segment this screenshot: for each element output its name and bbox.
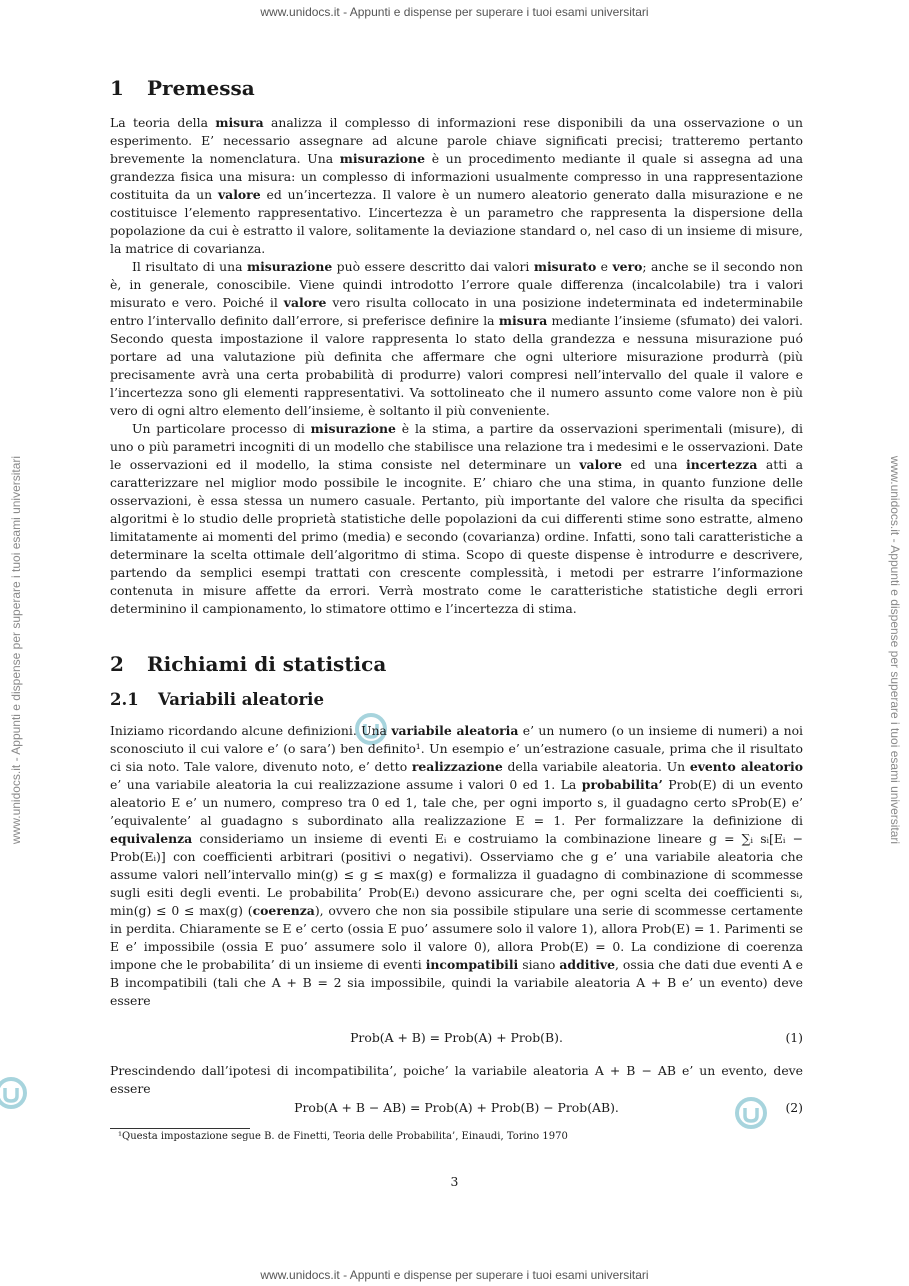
- subsection-2-1-body: [110, 722, 803, 1010]
- subsection-2-1-body-continued: [110, 1062, 803, 1098]
- section-2: [110, 652, 803, 676]
- paragraph: La teoria della misura analizza il complesso di informazioni rese disponibili da una osservazione o un esperimento. E’ necessario assegnare ad alcune parole chiave significati precisi; tratteremo pertanto brevemente la nomenclatura. Una misurazione è un procedimento mediante il quale si assegna ad una grandezza fisica una misura: un complesso di informazioni usualmente compresso in una rappresentazione costituita da un valore ed un’incertezza. Il valore è un numero aleatorio generato dalla misurazione e ne costituisce l’elemento rappresentativo. L’incertezza è un parametro che rappresenta la dispersione della popolazione da cui è estratto il valore, solitamente la deviazione standard o, nel caso di un insieme di misure, la matrice di covarianza.: [110, 115, 804, 256]
- subsection-number: 2.1: [110, 690, 139, 709]
- equation-formula: Prob(A + B − AB) = Prob(A) + Prob(B) − Prob(AB).: [294, 1100, 619, 1115]
- paragraph: Un particolare processo di misurazione è la stima, a partire da osservazioni sperimentali (misure), di uno o più parametri incogniti di un modello che stabilisce una relazione tra i medesimi e le osservazioni. Date le osservazioni ed il modello, la stima consiste nel determinare un valore ed una incertezza atti a caratterizzare nel miglior modo possibile le incognite. E’ chiaro che una stima, in quanto funzione delle osservazioni, è essa stessa un numero casuale. Pertanto, più importante del valore che risulta da specifici algoritmi è lo studio delle proprietà statistiche delle popolazioni da cui differenti stime sono estratte, almeno limitatamente ai momenti del primo (media) e secondo (covarianza) ordine. Infatti, sono tali caratteristiche a determinare la scelta ottimale dell’algoritmo di stima. Scopo di queste dispense è introdurre e descrivere, partendo da semplici esempi trattati con crescente complessità, i metodi per estrarre l’informazione contenuta in misure affette da errori. Verrà mostrato come le caratteristiche statistiche degli errori determinino il campionamento, lo stimatore ottimo e l’incertezza di stima.: [110, 421, 803, 616]
- watermark-side-left: www.unidocs.it - Appunti e dispense per superare i tuoi esami universitari: [9, 455, 23, 845]
- section-number: 1: [110, 76, 124, 100]
- watermark-banner-bottom[interactable]: www.unidocs.it - Appunti e dispense per superare i tuoi esami universitari: [260, 1268, 649, 1282]
- paragraph: Iniziamo ricordando alcune definizioni. Una variabile aleatoria e’ un numero (o un insieme di numeri) a noi sconosciuto il cui valore e’ (o sara’) ben definito¹. Un esempio e’ un’estrazione casuale, prima che il risultato ci sia noto. Tale valore, divenuto noto, e’ detto realizzazione della variabile aleatoria. Un evento aleatorio e’ una variabile aleatoria la cui realizzazione assume i valori 0 ed 1. La probabilita’ Prob(E) di un evento aleatorio E e’ un numero, compreso tra 0 ed 1, tale che, per ogni importo s, il guadagno certo sProb(E) e’ ’equivalente’ al guadagno s subordinato alla realizzazione E = 1. Per formalizzare la definizione di equivalenza consideriamo un insieme di eventi Eᵢ e costruiamo la combinazione lineare g = ∑ᵢ sᵢ[Eᵢ − Prob(Eᵢ)] con coefficienti arbitrari (positivi o negativi). Osserviamo che g e’ una variabile aleatoria che assume valori nell’intervallo min(g) ≤ g ≤ max(g) e formalizza il guadagno di combinazione di scommesse sugli esiti degli eventi. Le probabilita’ Prob(Eᵢ) devono assicurare che, per ogni scelta dei coefficienti sᵢ, min(g) ≤ 0 ≤ max(g) (coerenza), ovvero che non sia possibile stipulare una serie di scommesse certamente in perdita. Chiaramente se E e’ certo (ossia E puo’ assumere solo il valore 1), allora Prob(E) = 1. Parimenti se E e’ impossibile (ossia E puo’ assumere solo il valore 0), allora Prob(E) = 0. La condizione di coerenza impone che le probabilita’ di un insieme di eventi incompatibili siano additive, ossia che dati due eventi A e B incompatibili (tali che A + B = 2 sia impossibile, quindi la variabile aleatoria A + B e’ un evento) deve essere: [110, 723, 803, 1008]
- section-1: [110, 76, 803, 100]
- subsection-2-1-heading: [110, 690, 803, 709]
- equation-formula: Prob(A + B) = Prob(A) + Prob(B).: [350, 1030, 563, 1045]
- watermark-banner-top[interactable]: www.unidocs.it - Appunti e dispense per superare i tuoi esami universitari: [260, 5, 649, 19]
- equation-2: [110, 1099, 803, 1117]
- equation-1: [110, 1029, 803, 1047]
- section-title: Richiami di statistica: [147, 652, 387, 676]
- section-title: Premessa: [147, 76, 255, 100]
- section-number: 2: [110, 652, 124, 676]
- unidocs-logo-icon: [0, 1076, 28, 1110]
- watermark-side-right: www.unidocs.it - Appunti e dispense per superare i tuoi esami universitari: [888, 455, 902, 845]
- footnote: ¹Questa impostazione segue B. de Finetti, Teoria delle Probabilita’, Einaudi, Torino 1970: [118, 1131, 568, 1142]
- page-number: 3: [450, 1174, 459, 1189]
- footnote-rule: [110, 1128, 250, 1129]
- subsection-2-1: [110, 690, 803, 709]
- paragraph: Prescindendo dall’ipotesi di incompatibilita’, poiche’ la variabile aleatoria A + B − AB e’ un evento, deve essere: [110, 1063, 803, 1096]
- equation-number: (1): [785, 1030, 803, 1045]
- section-2-heading: [110, 652, 803, 676]
- paragraph: Il risultato di una misurazione può essere descritto dai valori misurato e vero; anche se il secondo non è, in generale, conoscibile. Viene quindi introdotto l’errore quale differenza (incalcolabile) tra i valori misurato e vero. Poiché il valore vero risulta collocato in una posizione indeterminata ed indeterminabile entro l’intervallo definito dall’errore, si preferisce definire la misura mediante l’insieme (sfumato) dei valori. Secondo questa impostazione il valore rappresenta lo stato della grandezza e nessuna misurazione puó portare ad una valutazione più definita che affermare che ogni ulteriore misurazione produrrà (più precisamente avrà una certa probabilità di produrre) valori compresi nell’intervallo del quale il valore e l’incertezza sono gli elementi rappresentativi. Va sottolineato che il numero assunto come valore non è più vero di ogni altro elemento dell’insieme, è soltanto il più conveniente.: [110, 259, 803, 418]
- equation-number: (2): [785, 1100, 803, 1115]
- subsection-title: Variabili aleatorie: [158, 690, 324, 709]
- section-1-heading: [110, 76, 803, 100]
- section-1-body: [110, 114, 803, 618]
